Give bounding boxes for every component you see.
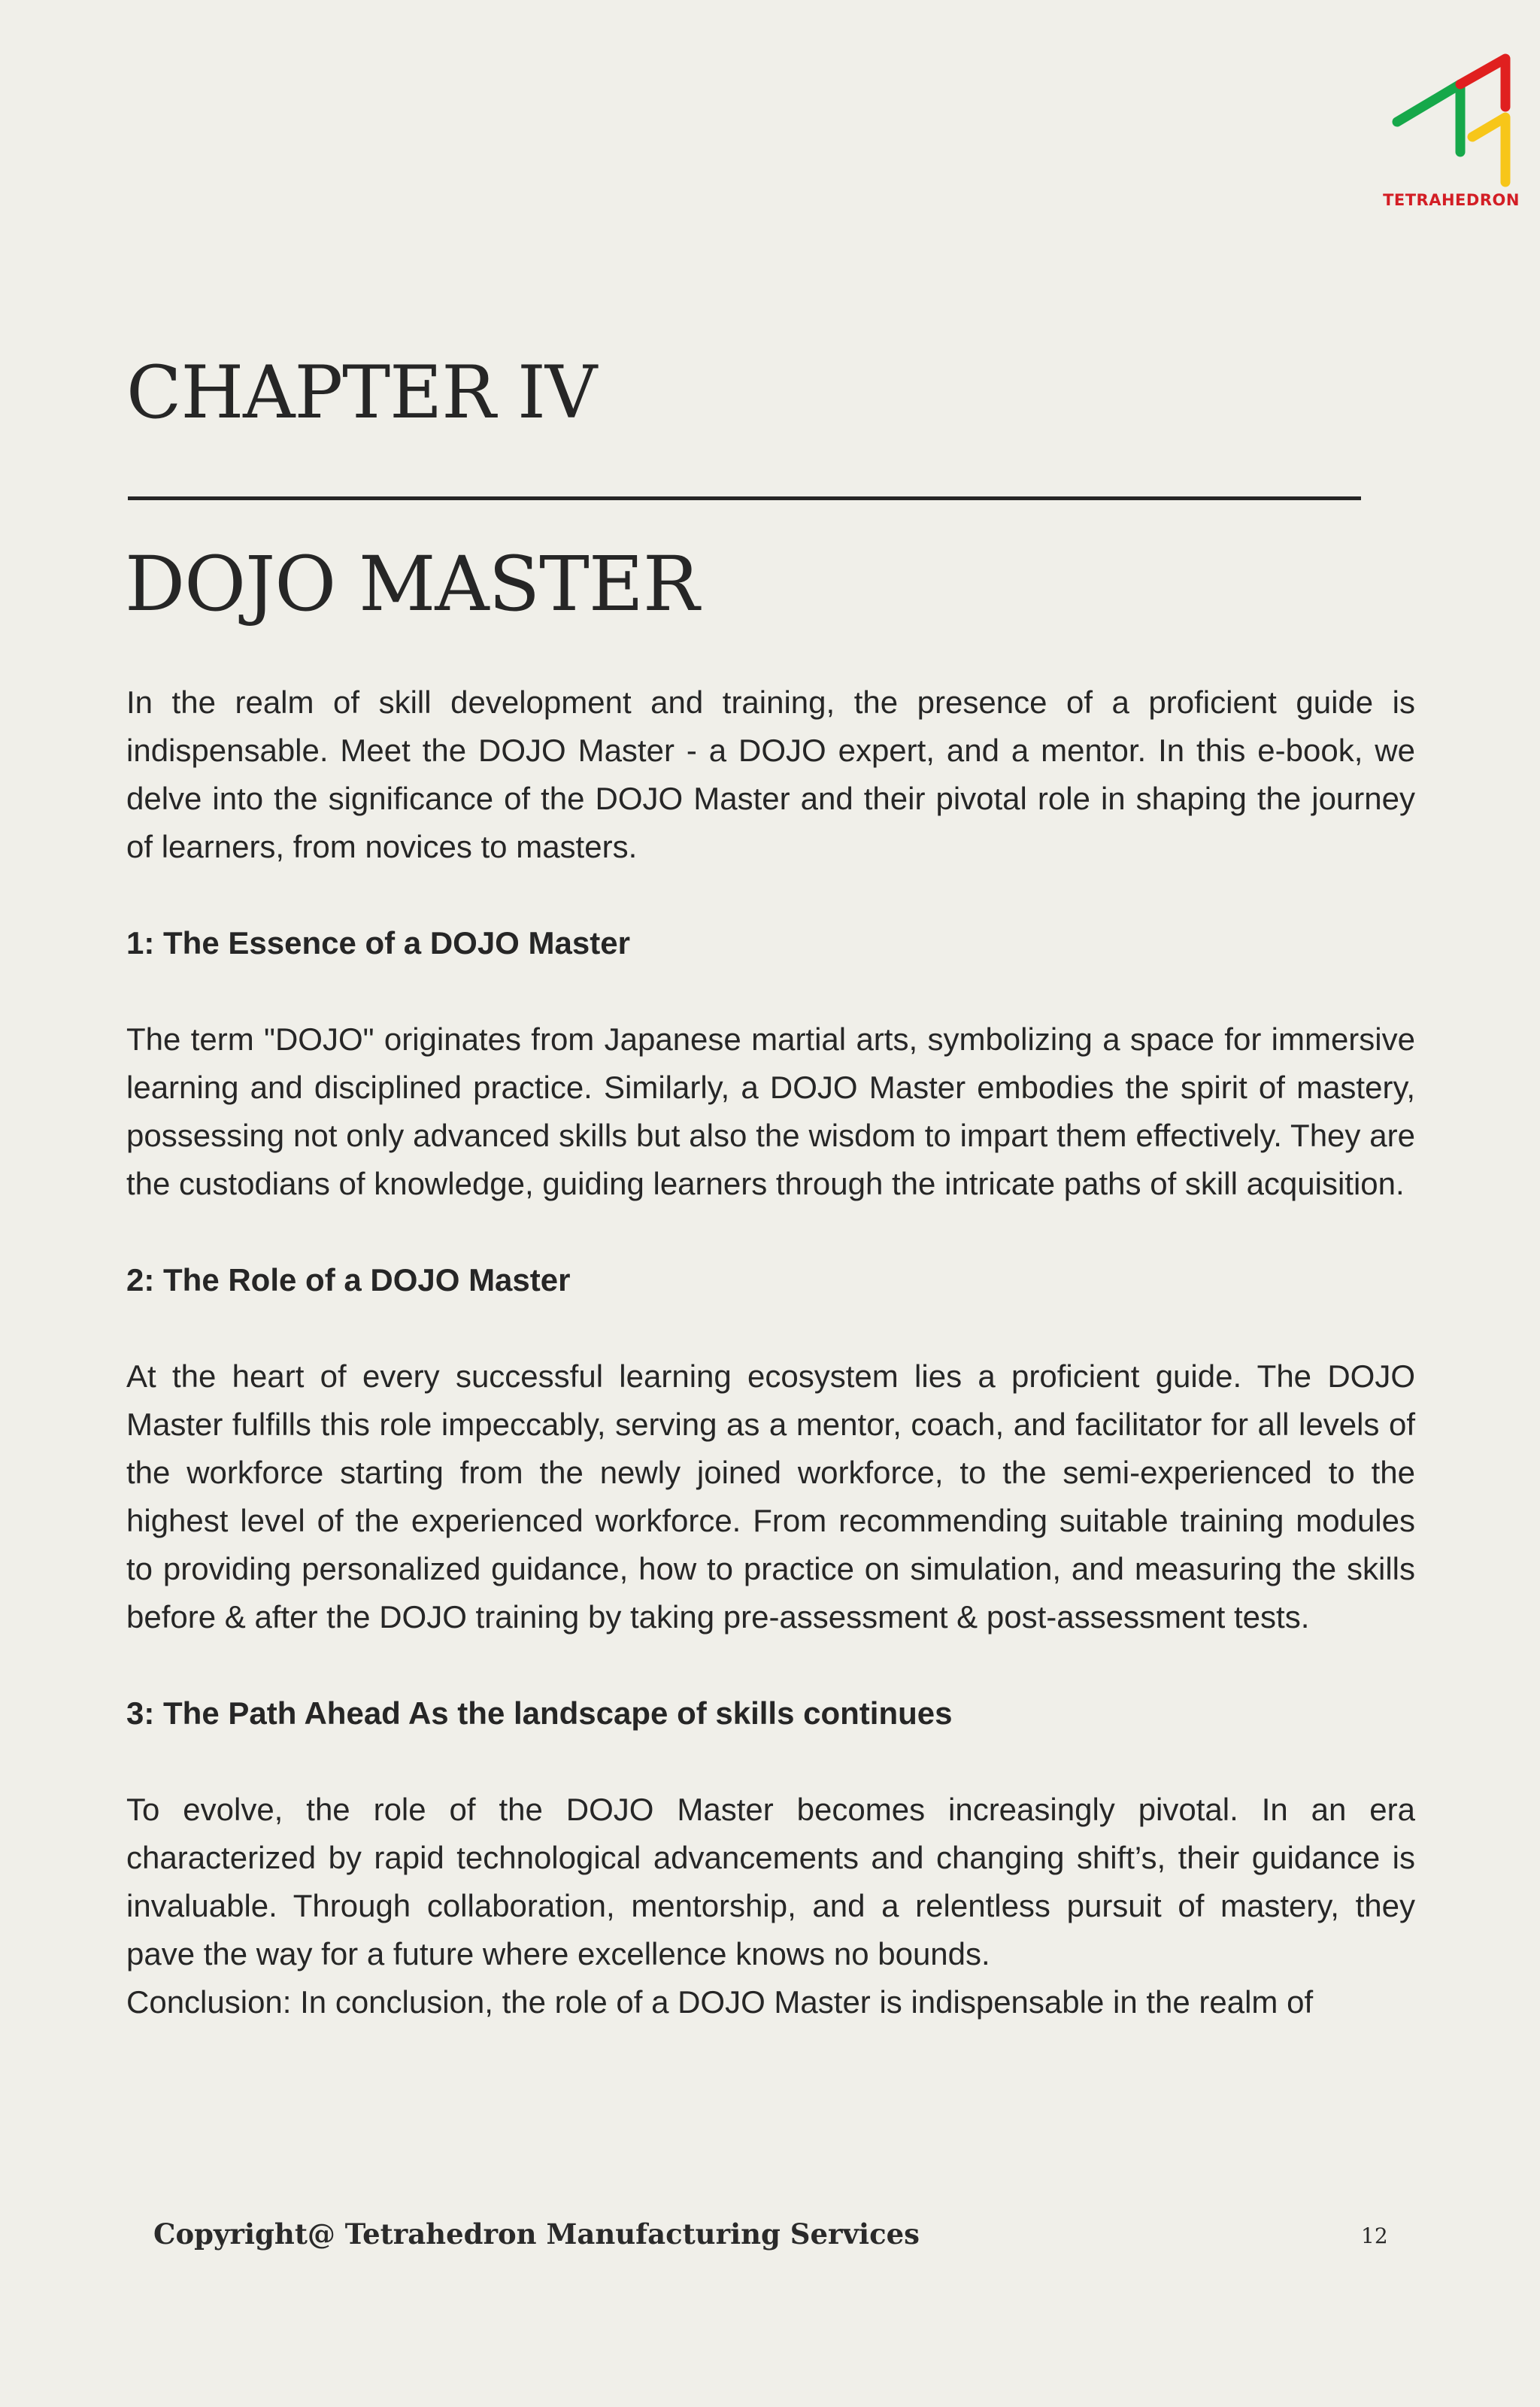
intro-paragraph: In the realm of skill development and training, the presence of a proficient guide is indispensable. Meet the DOJO Master - a DOJO expert, and a mentor. In this e-book, we delve into the significance of the DOJO Master and their pivotal role in shaping the journey of learners, from novices to masters. (126, 684, 1415, 864)
tetrahedron-logo (1376, 53, 1526, 218)
chapter-label: CHAPTER IV (126, 351, 597, 435)
section-2-heading: 2: The Role of a DOJO Master (126, 1262, 571, 1298)
footer-copyright: Copyright@ Tetrahedron Manufacturing Services (153, 2217, 920, 2251)
section-2-paragraph: At the heart of every successful learning ecosystem lies a proficient guide. The DOJO Master fulfills this role impeccably, serving as a mentor, coach, and facilitator for all levels of the workforce starting from the newly joined workforce, to the semi-experienced to the highest level of the experienced workforce. From recommending suitable training modules to providing personalized guidance, how to practice on simulation, and measuring the skills before & after the DOJO training by taking pre-assessment & post-assessment tests. (126, 1358, 1415, 1635)
conclusion-paragraph: Conclusion: In conclusion, the role of a DOJO Master is indispensable in the realm of (126, 1984, 1314, 2020)
section-1-paragraph: The term "DOJO" originates from Japanese martial arts, symbolizing a space for immersive learning and disciplined practice. Similarly, a DOJO Master embodies the spirit of mastery, possessing not only advanced skills but also the wisdom to impart them effectively. They are the custodians of knowledge, guiding learners through the intricate paths of skill acquisition. (126, 1021, 1415, 1201)
section-1-heading: 1: The Essence of a DOJO Master (126, 925, 630, 961)
tetrahedron-logo-icon (1391, 53, 1519, 196)
section-3-paragraph: To evolve, the role of the DOJO Master becomes increasingly pivotal. In an era characterized by rapid technological advancements and changing shift’s, their guidance is invaluable. Through collaboration, mentorship, and a relentless pursuit of mastery, they pave the way for a future where excellence knows no bounds. (126, 1792, 1415, 1971)
logo-wordmark: TETRAHEDRON (1383, 191, 1520, 209)
section-3-heading: 3: The Path Ahead As the landscape of skills continues (126, 1695, 953, 1731)
chapter-body (126, 678, 1415, 2026)
title-divider (128, 496, 1361, 500)
chapter-title: DOJO MASTER (125, 540, 699, 628)
page-number: 12 (1361, 2223, 1388, 2248)
